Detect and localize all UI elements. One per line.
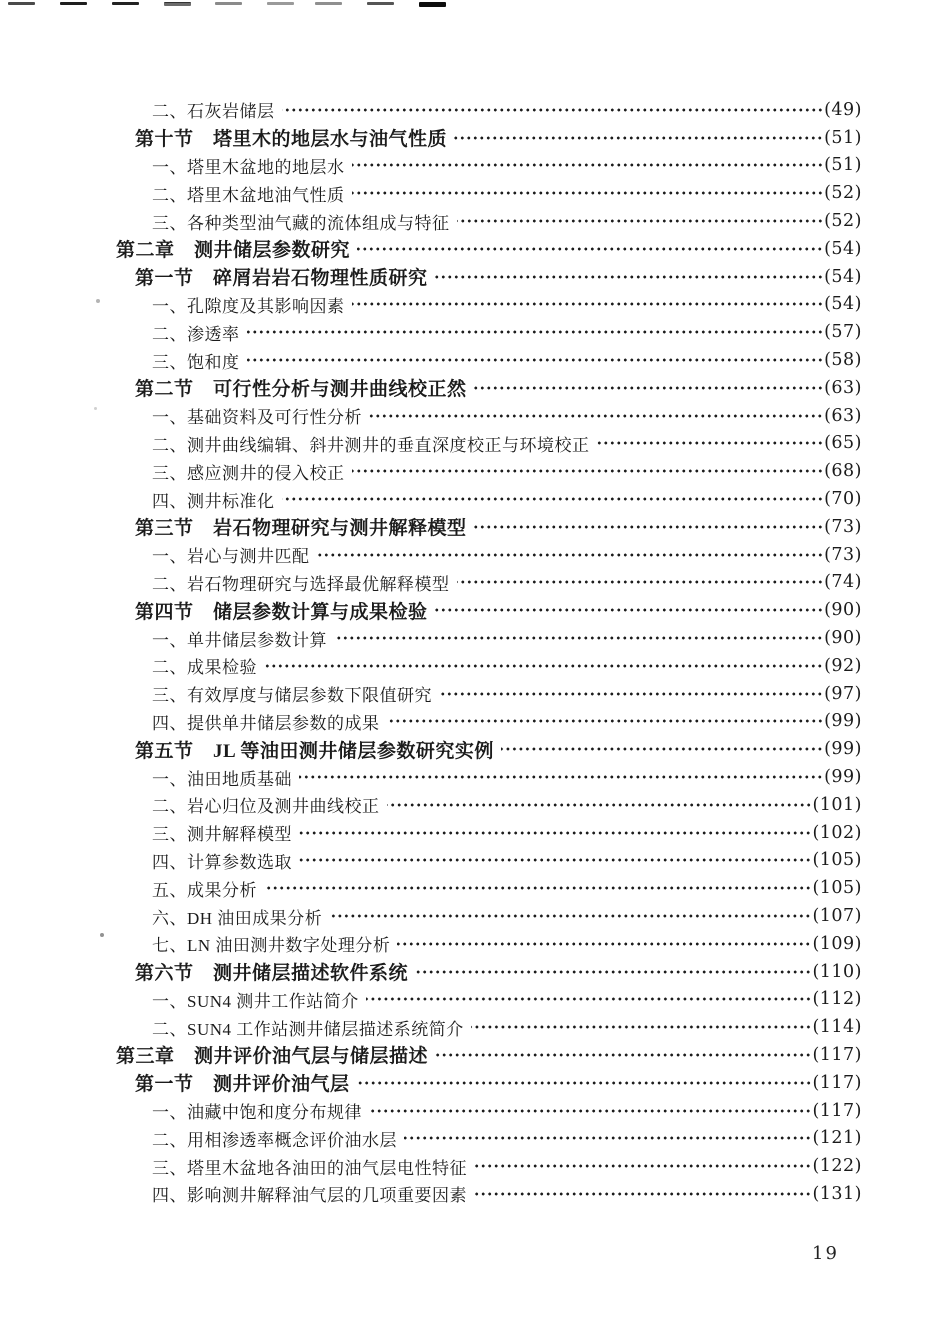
toc-entry-page: (131) bbox=[812, 1183, 862, 1204]
page-number: 19 bbox=[812, 1243, 839, 1264]
toc-entry-title: 三、有效厚度与储层参数下限值研究 bbox=[152, 686, 432, 706]
toc-entry-page: (117) bbox=[812, 1044, 862, 1065]
dot-leader bbox=[352, 299, 824, 309]
dot-leader bbox=[299, 855, 811, 865]
dot-leader bbox=[501, 744, 823, 754]
toc-entry-page: (54) bbox=[824, 266, 862, 287]
dot-leader bbox=[415, 967, 811, 977]
toc-entry-page: (90) bbox=[824, 600, 862, 621]
toc-entry-page: (92) bbox=[824, 655, 862, 676]
toc-entry-page: (90) bbox=[824, 628, 862, 649]
toc-entry-title: 三、塔里木盆地各油田的油气层电性特征 bbox=[152, 1158, 467, 1178]
dot-leader bbox=[299, 772, 823, 782]
ink-speck bbox=[94, 407, 97, 410]
toc-entry bbox=[100, 569, 862, 597]
toc-entry-title: 二、用相渗透率概念评价油水层 bbox=[152, 1130, 397, 1150]
toc-entry bbox=[100, 541, 862, 569]
toc-entry-page: (117) bbox=[812, 1100, 862, 1121]
dot-leader bbox=[439, 689, 823, 699]
toc-entry-page: (97) bbox=[824, 683, 862, 704]
toc-entry bbox=[100, 847, 862, 875]
dot-leader bbox=[369, 1106, 811, 1116]
toc-entry bbox=[100, 318, 862, 346]
toc-entry-page: (58) bbox=[824, 350, 862, 371]
toc-entry bbox=[100, 902, 862, 930]
toc-entry-title: 七、LN 油田测井数字处理分析 bbox=[152, 936, 391, 956]
scan-artifact-dash-row bbox=[0, 0, 950, 10]
toc-entry-page: (65) bbox=[824, 433, 862, 454]
toc-entry bbox=[100, 1013, 862, 1041]
toc-entry-title: 第一节 测井评价油气层 bbox=[135, 1074, 350, 1096]
dot-leader bbox=[435, 272, 824, 282]
toc-entry-title: 第五节 JL 等油田测井储层参数研究实例 bbox=[135, 740, 494, 762]
toc-entry-page: (117) bbox=[812, 1072, 862, 1093]
toc-entry-title: 四、计算参数选取 bbox=[152, 852, 292, 872]
toc-entry-title: 四、提供单井储层参数的成果 bbox=[152, 713, 380, 733]
scan-dash bbox=[164, 2, 191, 6]
toc-entry-page: (74) bbox=[824, 572, 862, 593]
toc-entry-title: 三、感应测井的侵入校正 bbox=[152, 463, 345, 483]
dot-leader bbox=[352, 188, 824, 198]
toc-entry-page: (51) bbox=[824, 155, 862, 176]
toc-entry bbox=[100, 930, 862, 958]
toc-entry-title: 一、油田地质基础 bbox=[152, 769, 292, 789]
toc-entry bbox=[100, 874, 862, 902]
scan-dash bbox=[267, 2, 294, 5]
dot-leader bbox=[366, 994, 812, 1004]
toc-entry-title: 五、成果分析 bbox=[152, 880, 257, 900]
toc-entry bbox=[100, 152, 862, 180]
toc-entry bbox=[100, 958, 862, 986]
toc-entry-page: (109) bbox=[812, 933, 862, 954]
toc-entry-title: 一、油藏中饱和度分布规律 bbox=[152, 1103, 362, 1123]
toc-entry-title: 一、塔里木盆地的地层水 bbox=[152, 157, 345, 177]
toc-entry bbox=[100, 652, 862, 680]
toc-entry-title: 二、渗透率 bbox=[152, 324, 240, 344]
toc-entry-title: 第二节 可行性分析与测井曲线校正然 bbox=[135, 379, 467, 401]
dot-leader bbox=[397, 939, 811, 949]
toc-entry bbox=[100, 624, 862, 652]
toc-entry bbox=[100, 596, 862, 624]
toc-entry-title: 第十节 塔里木的地层水与油气性质 bbox=[135, 129, 448, 151]
toc-entry-title: 四、测井标准化 bbox=[152, 491, 275, 511]
dot-leader bbox=[474, 383, 824, 393]
toc-entry bbox=[100, 1152, 862, 1180]
toc-entry-page: (107) bbox=[812, 906, 862, 926]
toc-entry bbox=[100, 680, 862, 708]
dot-leader bbox=[357, 1078, 812, 1088]
dot-leader bbox=[457, 577, 824, 587]
scan-dash bbox=[315, 2, 342, 5]
toc-entry bbox=[100, 1124, 862, 1152]
dot-leader bbox=[247, 327, 824, 337]
toc-entry-page: (70) bbox=[824, 489, 862, 510]
toc-entry bbox=[100, 96, 862, 124]
toc-entry-page: (101) bbox=[812, 794, 862, 815]
table-of-contents bbox=[100, 96, 862, 1208]
toc-entry bbox=[100, 763, 862, 791]
toc-entry-page: (51) bbox=[824, 127, 862, 148]
dot-leader bbox=[329, 911, 811, 921]
toc-entry-title: 三、测井解释模型 bbox=[152, 825, 292, 845]
toc-entry-title: 一、基础资料及可行性分析 bbox=[152, 408, 362, 428]
toc-entry-title: 四、影响测井解释油气层的几项重要因素 bbox=[152, 1186, 467, 1206]
toc-entry-title: 一、单井储层参数计算 bbox=[152, 630, 327, 650]
toc-entry-page: (122) bbox=[812, 1156, 862, 1177]
toc-entry-title: 二、岩心归位及测井曲线校正 bbox=[152, 797, 380, 817]
dot-leader bbox=[264, 883, 811, 893]
toc-entry-title: 一、SUN4 测井工作站简介 bbox=[152, 991, 359, 1011]
toc-entry-page: (110) bbox=[812, 961, 862, 982]
toc-entry-title: 六、DH 油田成果分析 bbox=[152, 908, 323, 928]
toc-entry bbox=[100, 1180, 862, 1208]
toc-entry-page: (52) bbox=[824, 211, 862, 232]
toc-entry bbox=[100, 207, 862, 235]
toc-entry bbox=[100, 1041, 862, 1069]
toc-entry bbox=[100, 735, 862, 763]
toc-entry-title: 第三章 测井评价油气层与储层描述 bbox=[116, 1046, 429, 1068]
toc-entry-page: (105) bbox=[812, 850, 862, 871]
dot-leader bbox=[357, 244, 823, 254]
toc-entry bbox=[100, 986, 862, 1014]
dot-leader bbox=[471, 1022, 812, 1032]
dot-leader bbox=[597, 438, 824, 448]
toc-entry-page: (112) bbox=[812, 989, 862, 1010]
dot-leader bbox=[282, 105, 824, 115]
toc-entry-title: 一、岩心与测井匹配 bbox=[152, 547, 310, 567]
dot-leader bbox=[369, 411, 823, 421]
toc-entry-title: 第一节 碎屑岩岩石物理性质研究 bbox=[135, 268, 428, 290]
dot-leader bbox=[387, 800, 812, 810]
toc-entry bbox=[100, 291, 862, 319]
toc-entry-page: (114) bbox=[812, 1017, 862, 1038]
toc-entry-title: 一、孔隙度及其影响因素 bbox=[152, 296, 345, 316]
scan-dash bbox=[60, 2, 87, 5]
toc-entry-title: 三、饱和度 bbox=[152, 352, 240, 372]
dot-leader bbox=[317, 550, 824, 560]
toc-entry bbox=[100, 819, 862, 847]
dot-leader bbox=[282, 494, 824, 504]
toc-entry-title: 二、岩石物理研究与选择最优解释模型 bbox=[152, 574, 450, 594]
toc-entry bbox=[100, 402, 862, 430]
toc-entry-title: 二、成果检验 bbox=[152, 658, 257, 678]
scan-dash bbox=[419, 2, 446, 7]
toc-entry bbox=[100, 179, 862, 207]
toc-entry-title: 三、各种类型油气藏的流体组成与特征 bbox=[152, 213, 450, 233]
toc-entry-title: 第四节 储层参数计算与成果检验 bbox=[135, 601, 428, 623]
toc-entry-page: (99) bbox=[824, 711, 862, 732]
toc-entry bbox=[100, 708, 862, 736]
toc-entry-page: (105) bbox=[812, 878, 862, 899]
toc-entry-page: (57) bbox=[824, 322, 862, 343]
toc-entry-title: 二、石灰岩储层 bbox=[152, 102, 275, 122]
toc-entry bbox=[100, 1069, 862, 1097]
dot-leader bbox=[435, 1050, 811, 1060]
toc-entry bbox=[100, 457, 862, 485]
toc-entry bbox=[100, 374, 862, 402]
toc-entry-page: (102) bbox=[812, 822, 862, 843]
dot-leader bbox=[474, 522, 824, 532]
dot-leader bbox=[299, 828, 811, 838]
dot-leader bbox=[457, 216, 824, 226]
toc-entry bbox=[100, 513, 862, 541]
toc-entry-title: 二、塔里木盆地油气性质 bbox=[152, 185, 345, 205]
dot-leader bbox=[264, 661, 823, 671]
dot-leader bbox=[474, 1161, 811, 1171]
toc-entry-page: (99) bbox=[824, 767, 862, 788]
dot-leader bbox=[352, 160, 824, 170]
toc-entry bbox=[100, 124, 862, 152]
dot-leader bbox=[454, 133, 823, 143]
dot-leader bbox=[334, 633, 823, 643]
toc-entry bbox=[100, 346, 862, 374]
scan-dash bbox=[112, 2, 139, 5]
dot-leader bbox=[404, 1133, 811, 1143]
toc-entry bbox=[100, 485, 862, 513]
dot-leader bbox=[247, 355, 824, 365]
toc-entry-title: 第三节 岩石物理研究与测井解释模型 bbox=[135, 518, 467, 540]
toc-entry bbox=[100, 430, 862, 458]
toc-entry-title: 第六节 测井储层描述软件系统 bbox=[135, 963, 409, 985]
scan-dash bbox=[8, 2, 35, 5]
toc-entry-page: (54) bbox=[824, 294, 862, 315]
toc-entry-page: (63) bbox=[824, 405, 862, 426]
toc-entry bbox=[100, 1097, 862, 1125]
toc-entry-page: (68) bbox=[824, 461, 862, 482]
dot-leader bbox=[474, 1189, 811, 1199]
toc-entry-page: (121) bbox=[812, 1128, 862, 1149]
toc-entry bbox=[100, 791, 862, 819]
dot-leader bbox=[352, 466, 824, 476]
toc-entry-title: 二、SUN4 工作站测井储层描述系统简介 bbox=[152, 1019, 464, 1039]
dot-leader bbox=[387, 716, 824, 726]
toc-entry-page: (49) bbox=[824, 99, 862, 120]
toc-entry-page: (73) bbox=[824, 544, 862, 565]
toc-entry-page: (52) bbox=[824, 183, 862, 204]
scan-dash bbox=[215, 2, 242, 5]
toc-entry-page: (54) bbox=[824, 238, 862, 259]
toc-entry-title: 第二章 测井储层参数研究 bbox=[116, 240, 351, 262]
toc-entry bbox=[100, 235, 862, 263]
toc-entry-page: (63) bbox=[824, 377, 862, 398]
toc-entry bbox=[100, 263, 862, 291]
toc-entry-page: (99) bbox=[824, 739, 862, 760]
toc-entry-title: 二、测井曲线编辑、斜井测井的垂直深度校正与环境校正 bbox=[152, 435, 590, 455]
dot-leader bbox=[435, 605, 824, 615]
scan-dash bbox=[367, 2, 394, 5]
toc-entry-page: (73) bbox=[824, 516, 862, 537]
